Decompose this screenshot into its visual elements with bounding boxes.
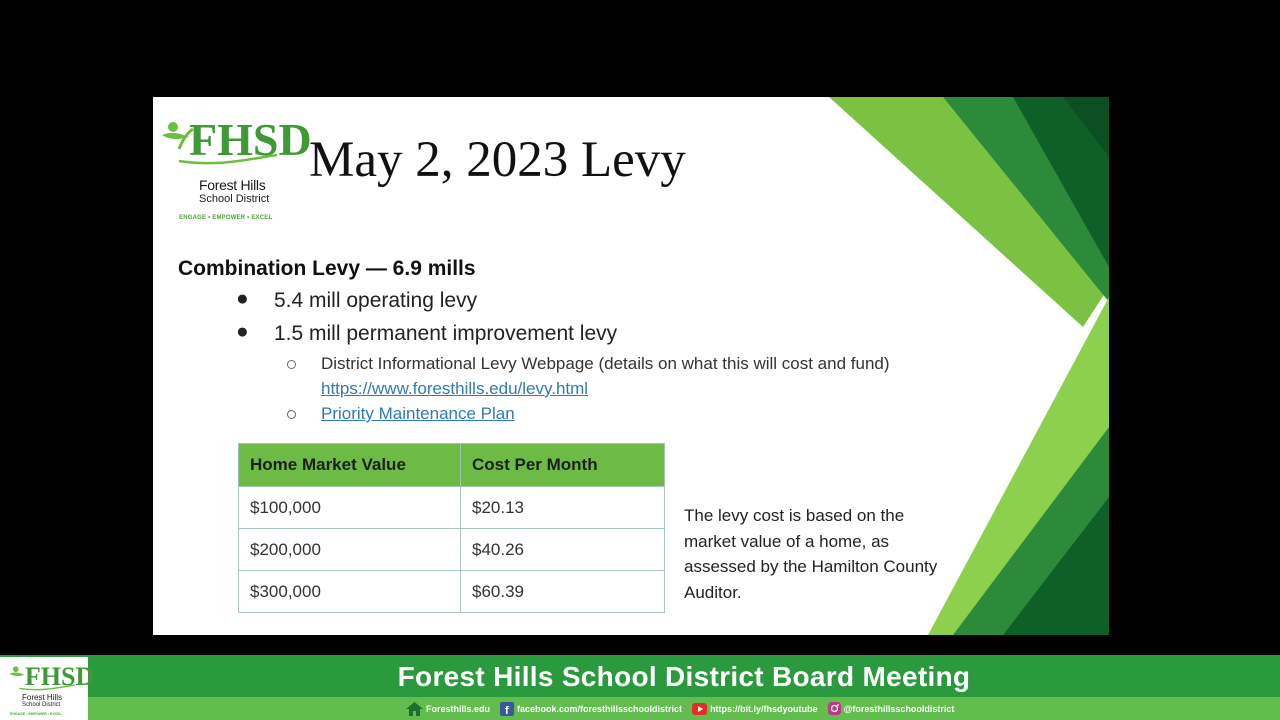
cost-cell: $60.39 bbox=[461, 571, 665, 613]
svg-text:f: f bbox=[505, 704, 509, 717]
logo-name-line2: School District bbox=[199, 193, 270, 205]
home-icon bbox=[406, 702, 423, 716]
home-value-cell: $300,000 bbox=[239, 571, 461, 613]
column-header: Home Market Value bbox=[239, 444, 461, 487]
column-header: Cost Per Month bbox=[461, 444, 665, 487]
youtube-link-item[interactable] bbox=[692, 703, 818, 715]
home-value-cell: $200,000 bbox=[239, 529, 461, 571]
table-row bbox=[239, 571, 665, 613]
sub-item-maintenance bbox=[321, 404, 515, 424]
bullet-text: 1.5 mill permanent improvement levy bbox=[274, 322, 618, 345]
table-header-row bbox=[239, 444, 665, 487]
bullet-text: 5.4 mill operating levy bbox=[274, 289, 478, 312]
fhsd-logo bbox=[159, 105, 312, 221]
table-row bbox=[239, 487, 665, 529]
logo-name-line1: Forest Hills bbox=[199, 177, 266, 193]
banner-logo-name-line2: School District bbox=[22, 702, 61, 708]
banner-fhsd-logo bbox=[0, 657, 95, 720]
youtube-icon bbox=[692, 703, 707, 715]
webpage-description: District Informational Levy Webpage (details on what this will cost and fund) bbox=[321, 354, 890, 373]
banner-logo-name-line1: Forest Hills bbox=[22, 693, 63, 702]
facebook-link-text: facebook.com/foresthillsschooldistrict bbox=[517, 703, 683, 714]
hollow-bullet-icon bbox=[287, 410, 296, 419]
levy-subtitle: Combination Levy — 6.9 mills bbox=[178, 257, 476, 280]
sub-item-webpage bbox=[321, 354, 890, 374]
fhsd-tree-logo-icon bbox=[159, 109, 312, 169]
banner-title: Forest Hills School District Board Meeting bbox=[397, 661, 971, 692]
levy-cost-table bbox=[238, 443, 665, 613]
bullet-item bbox=[236, 287, 478, 313]
hollow-bullet-icon bbox=[287, 360, 296, 369]
levy-cost-note: The levy cost is based on the market value of a home, as assessed by the Hamilton County Auditor. bbox=[684, 506, 938, 602]
instagram-link-item[interactable] bbox=[828, 702, 955, 715]
svg-text:FHSD: FHSD bbox=[24, 662, 95, 692]
bullet-item bbox=[236, 320, 618, 346]
home-value-cell: $100,000 bbox=[239, 487, 461, 529]
instagram-link-text: @foresthillsschooldistrict bbox=[843, 703, 955, 714]
cost-cell: $40.26 bbox=[461, 529, 665, 571]
fhsd-tree-logo-icon bbox=[6, 659, 95, 693]
table-row bbox=[239, 529, 665, 571]
facebook-icon bbox=[500, 702, 514, 716]
facebook-link-item[interactable] bbox=[500, 702, 682, 716]
maintenance-plan-link[interactable]: Priority Maintenance Plan bbox=[321, 404, 515, 423]
website-link-item[interactable] bbox=[406, 702, 490, 716]
logo-tagline: ENGAGE • EMPOWER • EXCEL bbox=[179, 215, 273, 221]
youtube-link-text: https://bit.ly/fhsdyoutube bbox=[710, 703, 818, 714]
instagram-icon bbox=[828, 702, 841, 715]
cost-cell: $20.13 bbox=[461, 487, 665, 529]
bullet-dot-icon: ● bbox=[236, 320, 249, 343]
bullet-dot-icon: ● bbox=[236, 287, 249, 310]
social-links-bar bbox=[406, 700, 958, 717]
svg-text:FHSD: FHSD bbox=[189, 114, 312, 165]
levy-webpage-link[interactable]: https://www.foresthills.edu/levy.html bbox=[321, 379, 589, 398]
slide bbox=[153, 97, 1109, 635]
banner-logo-tagline: ENGAGE • EMPOWER • EXCEL bbox=[10, 712, 62, 716]
slide-title: May 2, 2023 Levy bbox=[309, 132, 686, 188]
website-link-text: Foresthills.edu bbox=[426, 703, 491, 714]
